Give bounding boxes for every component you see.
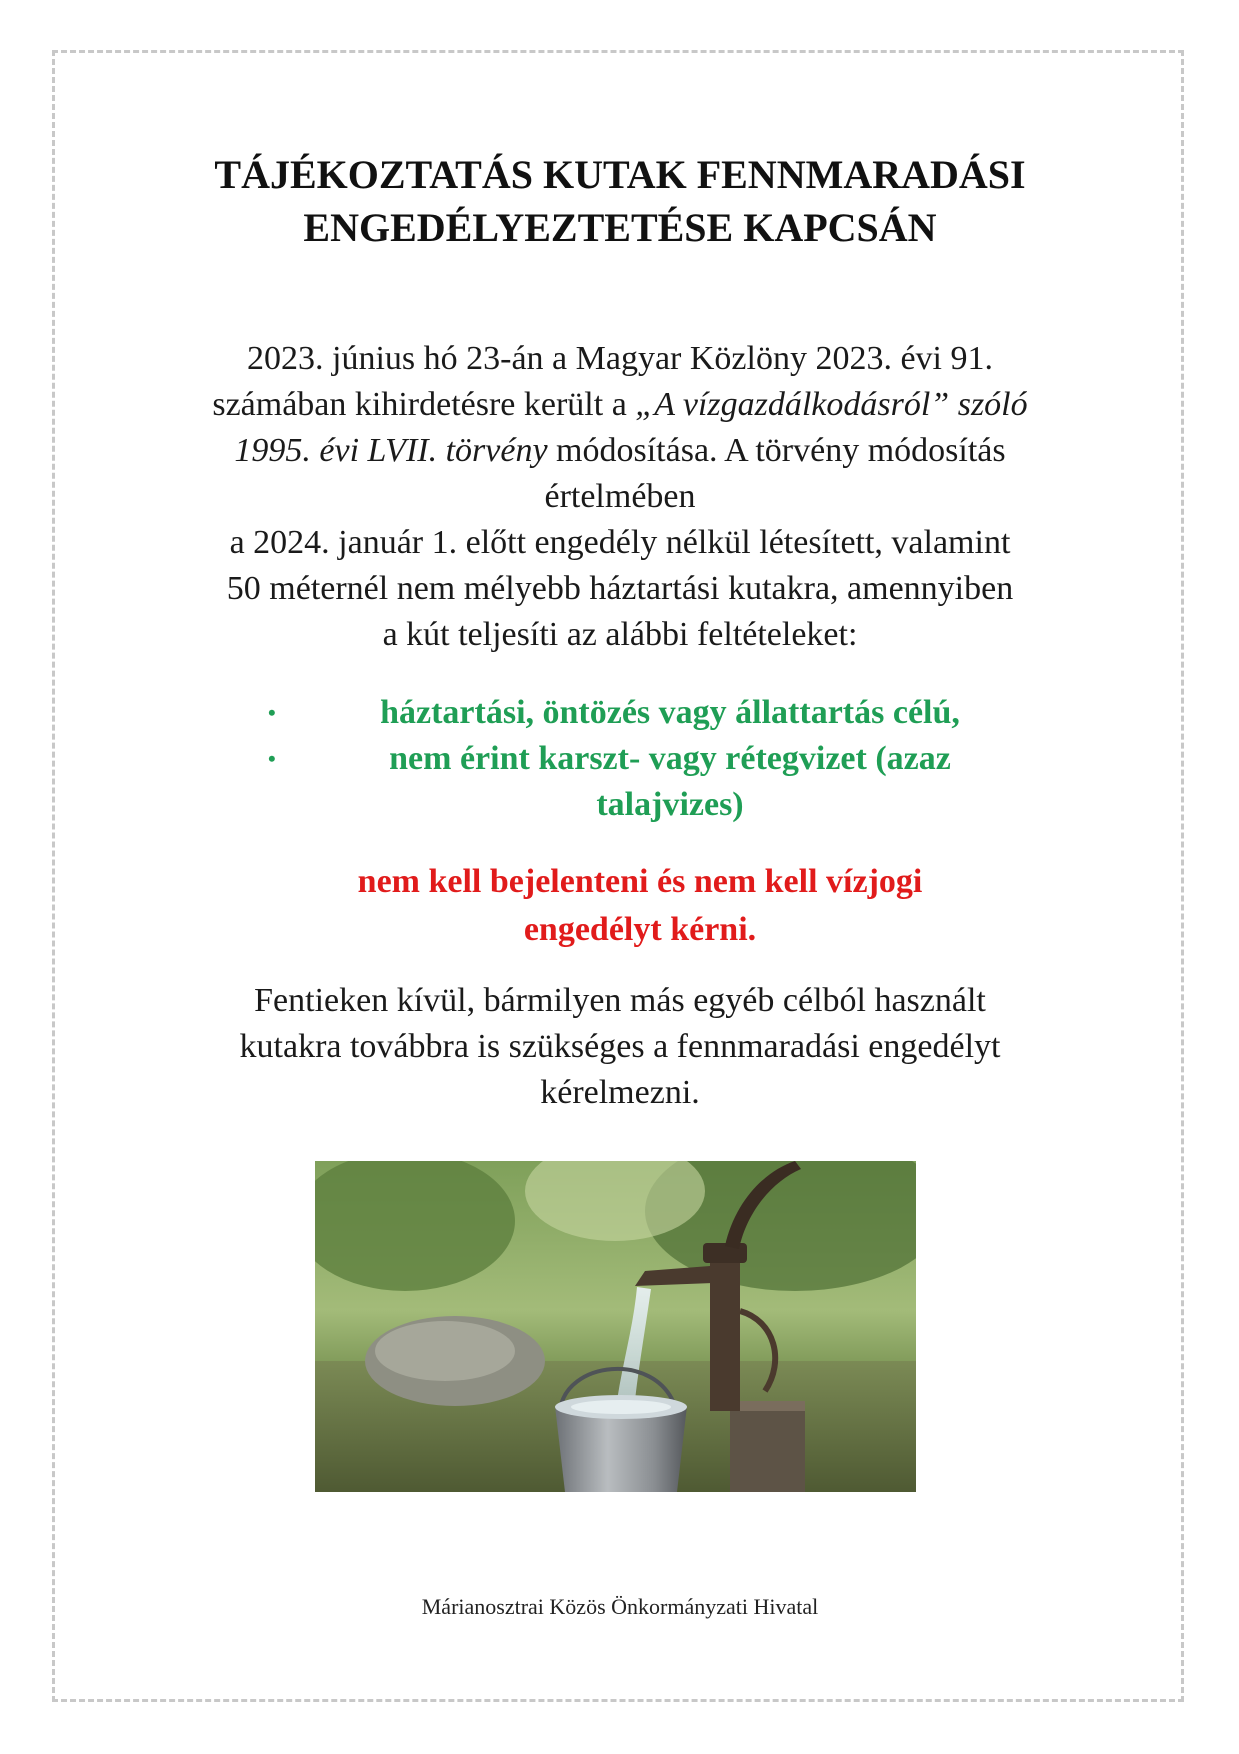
closing-line: Fentieken kívül, bármilyen más egyéb célból használt (254, 982, 986, 1019)
list-item (240, 690, 1040, 736)
result-statement (200, 858, 1080, 954)
result-line: nem kell bejelenteni és nem kell vízjogi (357, 863, 923, 900)
intro-line: a 2024. január 1. előtt engedély nélkül létesített, valamint (229, 524, 1011, 561)
intro-line: 2023. június hó 23-án a Magyar Közlöny 2023. évi 91. (247, 340, 993, 377)
list-item (240, 736, 1040, 828)
page-title (90, 148, 1150, 254)
closing-line: kutakra továbbra is szükséges a fennmaradási engedélyt (239, 1028, 1001, 1065)
law-title: 1995. évi LVII. törvény (234, 432, 548, 469)
title-line: TÁJÉKOZTATÁS KUTAK FENNMARADÁSI (214, 152, 1026, 197)
water-pump-photo (315, 1161, 916, 1492)
intro-paragraph (120, 336, 1120, 658)
title-line: ENGEDÉLYEZTETÉSE KAPCSÁN (303, 205, 937, 250)
closing-paragraph (120, 978, 1120, 1116)
condition-text (300, 736, 1040, 828)
intro-text: módosítása. A törvény módosítás (547, 432, 1006, 469)
intro-line (120, 382, 1120, 428)
law-title: „A vízgazdálkodásról” szóló (635, 386, 1028, 423)
condition-line: talajvizes) (596, 786, 744, 823)
intro-line: a kút teljesíti az alábbi feltételeket: (382, 616, 858, 653)
intro-line: értelmében (544, 478, 696, 515)
issuer-footer: Márianosztrai Közös Önkormányzati Hivatal (421, 1594, 819, 1619)
intro-text: számában kihirdetésre került a (212, 386, 636, 423)
condition-line: háztartási, öntözés vagy állattartás célú, (380, 694, 960, 731)
condition-text (300, 690, 1040, 736)
bullet-icon: • (268, 700, 276, 725)
water-pump-image (315, 1161, 916, 1492)
bullet-icon: • (268, 746, 276, 771)
condition-line: nem érint karszt- vagy rétegvizet (azaz (389, 740, 951, 777)
intro-line (120, 428, 1120, 474)
conditions-list (240, 690, 1040, 828)
result-line: engedélyt kérni. (523, 911, 757, 948)
closing-line: kérelmezni. (540, 1074, 700, 1111)
intro-line: 50 méternél nem mélyebb háztartási kutakra, amennyiben (226, 570, 1014, 607)
